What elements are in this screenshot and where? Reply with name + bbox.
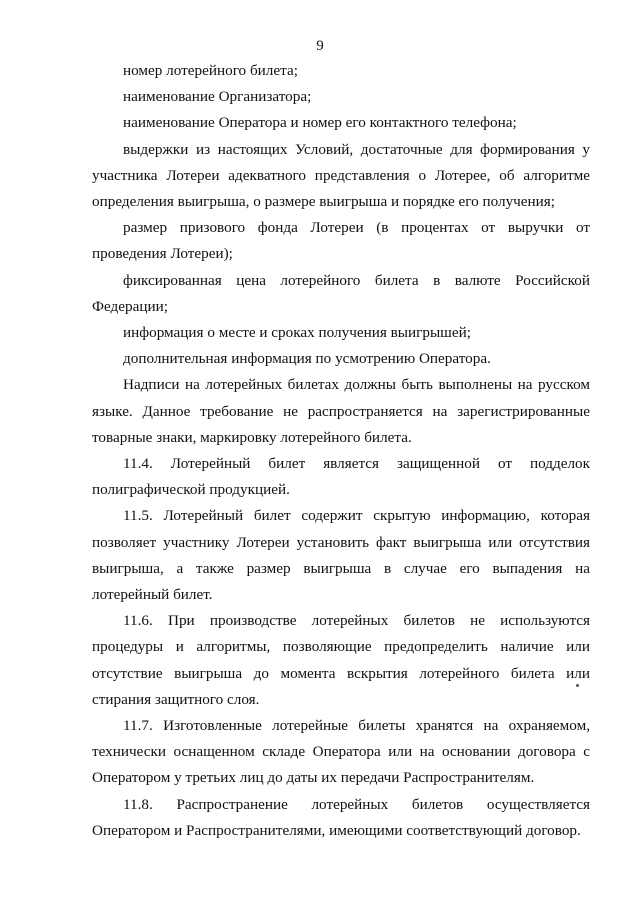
- clause-11-6: 11.6. При производстве лотерейных билетов не используются процедуры и алгоритмы, позволяющие предопределить наличие или отсутствие выигрыша до момента вскрытия лотерейного билета или стирания защитного слоя.: [92, 612, 590, 708]
- list-item-organizer-name: наименование Организатора;: [123, 88, 312, 106]
- paragraph-ticket-inscriptions-language: Надписи на лотерейных билетах должны быть выполнены на русском языке. Данное требование не распространяется на зарегистрированные товарные знаки, маркировку лотерейного билета.: [92, 376, 590, 446]
- clause-11-7: 11.7. Изготовленные лотерейные билеты хранятся на охраняемом, технически оснащенном складе Оператора или на основании договора с Оператором у третьих лиц до даты их передачи Распространителям.: [92, 717, 590, 787]
- page-number: 9: [316, 38, 324, 54]
- list-item-ticket-number: номер лотерейного билета;: [123, 62, 298, 79]
- list-item-additional-info: дополнительная информация по усмотрению Оператора.: [123, 350, 491, 368]
- clause-11-8: 11.8. Распространение лотерейных билетов осуществляется Оператором и Распространителями, имеющими соответствующий договор.: [92, 795, 590, 839]
- list-item-fixed-ticket-price: фиксированная цена лотерейного билета в валюте Российской Федерации;: [92, 271, 590, 315]
- list-item-operator-name-phone: наименование Оператора и номер его контактного телефона;: [123, 114, 517, 132]
- document-body: [92, 58, 590, 844]
- list-item-conditions-excerpts: выдержки из настоящих Условий, достаточные для формирования у участника Лотереи адекватного представления о Лотерее, об алгоритме определения выигрыша, о размере выигрыша и порядке его получения;: [92, 140, 590, 211]
- clause-11-4: 11.4. Лотерейный билет является защищенной от подделок полиграфической продукцией.: [92, 455, 590, 499]
- list-item-prize-collection-info: информация о месте и сроках получения выигрышей;: [123, 324, 471, 342]
- list-item-prize-fund-size: размер призового фонда Лотереи (в процентах от выручки от проведения Лотереи);: [92, 219, 590, 263]
- scan-dot-mark: [576, 684, 579, 687]
- clause-11-5: 11.5. Лотерейный билет содержит скрытую информацию, которая позволяет участнику Лотереи установить факт выигрыша или отсутствия выигрыша, а также размер выигрыша в случае его выпадения на лотерейный билет.: [92, 507, 590, 604]
